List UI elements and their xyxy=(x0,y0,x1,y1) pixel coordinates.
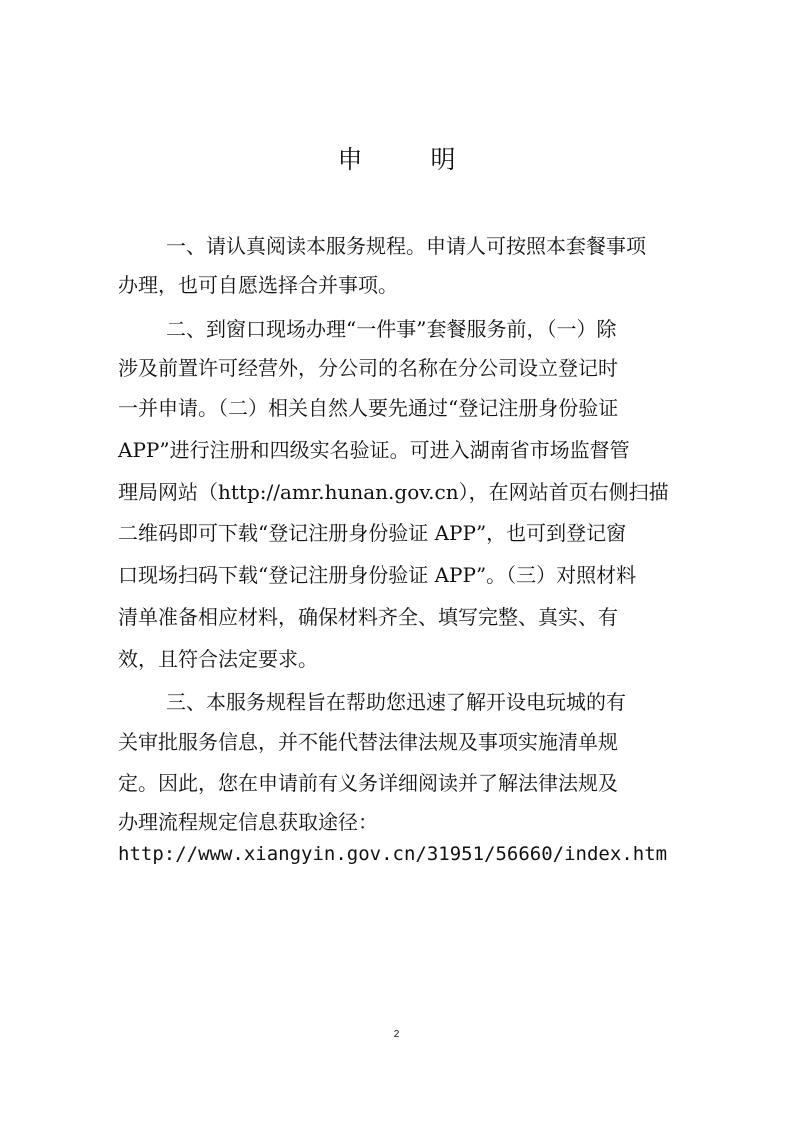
paragraph-2-line-6: 二维码即可下载“登记注册身份验证 APP”，也可到登记窗 xyxy=(118,521,627,545)
paragraph-2-line-4: APP”进行注册和四级实名验证。可进入湖南省市场监督管 xyxy=(118,438,630,462)
paragraph-2-line-2: 涉及前置许可经营外，分公司的名称在分公司设立登记时 xyxy=(118,356,618,380)
paragraph-2-line-8: 清单准备相应材料，确保材料齐全、填写完整、真实、有 xyxy=(118,605,618,629)
info-url: http://www.xiangyin.gov.cn/31951/56660/index.htm xyxy=(118,843,668,865)
paragraph-3-line-3: 定。因此，您在申请前有义务详细阅读并了解法律法规及 xyxy=(118,771,618,795)
paragraph-1-line-2: 办理，也可自愿选择合并事项。 xyxy=(118,273,398,297)
paragraph-3-line-1: 三、本服务规程旨在帮助您迅速了解开设电玩城的有 xyxy=(166,690,626,714)
paragraph-3-line-4: 办理流程规定信息获取途径： xyxy=(118,810,378,834)
paragraph-1-line-1: 一、请认真阅读本服务规程。申请人可按照本套餐事项 xyxy=(166,234,646,258)
paragraph-2-line-1: 二、到窗口现场办理“一件事”套餐服务前，（一）除 xyxy=(166,317,617,341)
paragraph-2-line-3: 一并申请。（二）相关自然人要先通过“登记注册身份验证 xyxy=(118,396,619,420)
paragraph-2-line-7: 口现场扫码下载“登记注册身份验证 APP”。（三）对照材料 xyxy=(118,563,637,587)
page-number: 2 xyxy=(393,1029,400,1040)
paragraph-2-line-9: 效，且符合法定要求。 xyxy=(118,647,318,671)
page-title: 申 明 xyxy=(337,145,486,174)
paragraph-3-line-2: 关审批服务信息，并不能代替法律法规及事项实施清单规 xyxy=(118,730,618,754)
paragraph-2-line-5: 理局网站（http://amr.hunan.gov.cn），在网站首页右侧扫描 xyxy=(118,480,669,504)
